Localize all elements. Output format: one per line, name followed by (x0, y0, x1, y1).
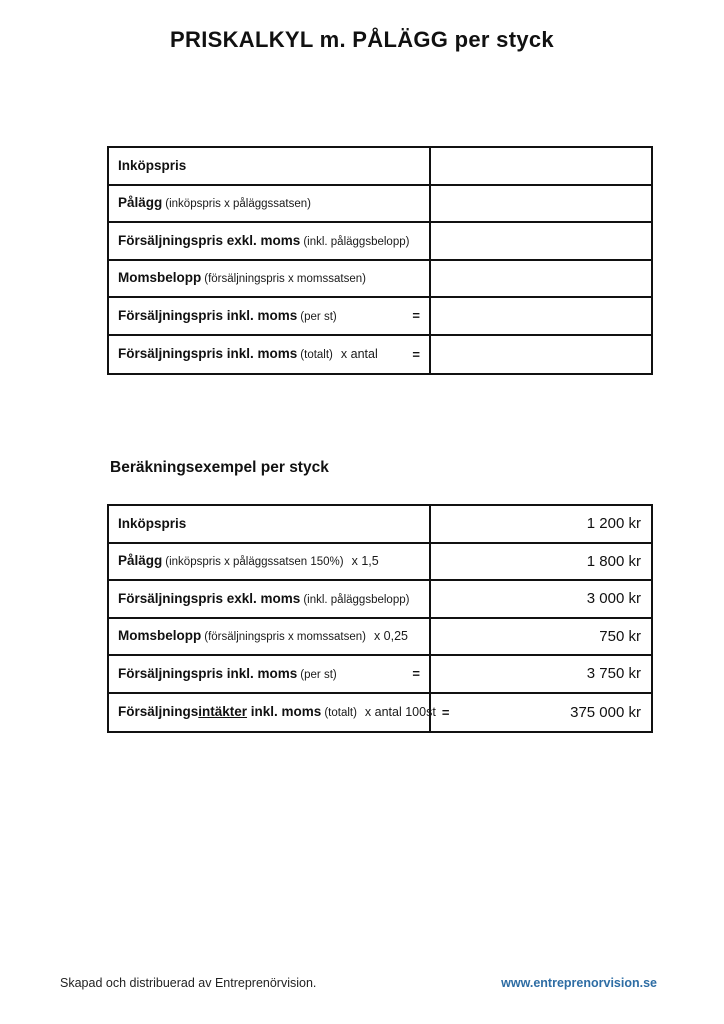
example-table (107, 504, 653, 733)
row-note: (totalt) (300, 349, 333, 362)
row-value-cell (431, 186, 651, 222)
row-note: (inkl. påläggsbelopp) (303, 593, 410, 606)
table-row (109, 261, 651, 299)
row-label-cell (109, 336, 431, 374)
row-label: Inköpspris (118, 157, 187, 173)
row-value-cell: 375 000 kr (570, 703, 641, 721)
row-value-cell (431, 298, 651, 334)
row-multiplier: x 0,25 (373, 629, 408, 644)
row-value-cell: 1 800 kr (586, 552, 641, 570)
row-label: Momsbelopp (försäljningspris x momssatsen) (118, 270, 366, 286)
table-row (109, 186, 651, 224)
row-label: Pålägg (inköpspris x påläggssatsen) (118, 195, 312, 211)
example-section-heading: Beräkningsexempel per styck (110, 459, 329, 476)
row-label-cell (109, 261, 431, 297)
row-label: Inköpspris (118, 515, 187, 531)
row-label-cell (109, 656, 431, 692)
equals-sign: = (412, 666, 420, 682)
row-multiplier: x antal (340, 347, 378, 362)
worksheet-table (107, 146, 653, 375)
table-row (109, 506, 651, 544)
row-note: (inkl. påläggsbelopp) (303, 235, 410, 248)
row-label: Momsbelopp (försäljningspris x momssatsen) x 0,25 (118, 628, 408, 644)
row-label: Pålägg (inköpspris x påläggssatsen 150%) x 1,5 (118, 553, 379, 569)
row-label: Försäljningspris inkl. moms (per st) (118, 665, 337, 681)
row-multiplier: x 1,5 (351, 554, 379, 569)
row-note: (per st) (300, 668, 337, 681)
row-value-cell (431, 148, 651, 184)
table-row (109, 298, 651, 336)
row-note: (per st) (300, 310, 337, 323)
equals-sign: = (412, 308, 420, 324)
row-note: (försäljningspris x momssatsen) (204, 631, 366, 644)
row-label-cell (109, 298, 431, 334)
row-label: Försäljningspris exkl. moms (inkl. påläggsbelopp) (118, 232, 410, 248)
table-row (109, 223, 651, 261)
row-label: Försäljningspris inkl. moms (per st) (118, 307, 337, 323)
footer-credit-text: Skapad och distribuerad av Entreprenörvision. (60, 976, 317, 990)
row-label: Försäljningspris exkl. moms (inkl. påläggsbelopp) (118, 590, 410, 606)
row-label-cell (109, 186, 431, 222)
row-value-cell: 750 kr (599, 627, 641, 645)
table-row (109, 544, 651, 582)
row-label-cell (109, 148, 431, 184)
table-row (109, 148, 651, 186)
row-note: (totalt) (324, 707, 357, 720)
row-note: (inköpspris x påläggssatsen) (165, 198, 312, 211)
row-value-cell (431, 336, 651, 374)
equals-sign: = (441, 704, 450, 720)
row-note: (försäljningspris x momssatsen) (204, 273, 366, 286)
table-row (109, 619, 651, 657)
row-value-cell: 1 200 kr (586, 515, 641, 533)
page-footer (60, 976, 657, 990)
table-row (109, 581, 651, 619)
row-label-cell (109, 223, 431, 259)
row-label: Försäljningspris inkl. moms (totalt) x antal (118, 346, 378, 362)
row-note: (inköpspris x påläggssatsen 150%) (165, 556, 344, 569)
row-label-cell (109, 506, 431, 542)
table-row (109, 336, 651, 374)
row-multiplier: x antal 100st (364, 705, 436, 720)
footer-website-link[interactable]: www.entreprenorvision.se (501, 976, 657, 990)
page-title: PRISKALKYL m. PÅLÄGG per styck (170, 27, 554, 52)
row-value-cell (431, 223, 651, 259)
row-label-cell (109, 694, 450, 732)
row-label-cell (109, 619, 431, 655)
table-row (109, 656, 651, 694)
row-label-cell (109, 581, 431, 617)
row-value-cell (431, 261, 651, 297)
row-label-cell (109, 544, 431, 580)
row-value-cell: 3 750 kr (586, 665, 641, 683)
row-value-cell: 3 000 kr (586, 590, 641, 608)
table-row (109, 694, 651, 732)
row-label: Försäljningsintäkter inkl. moms (totalt) x antal 100st (118, 704, 436, 720)
equals-sign: = (412, 346, 420, 362)
